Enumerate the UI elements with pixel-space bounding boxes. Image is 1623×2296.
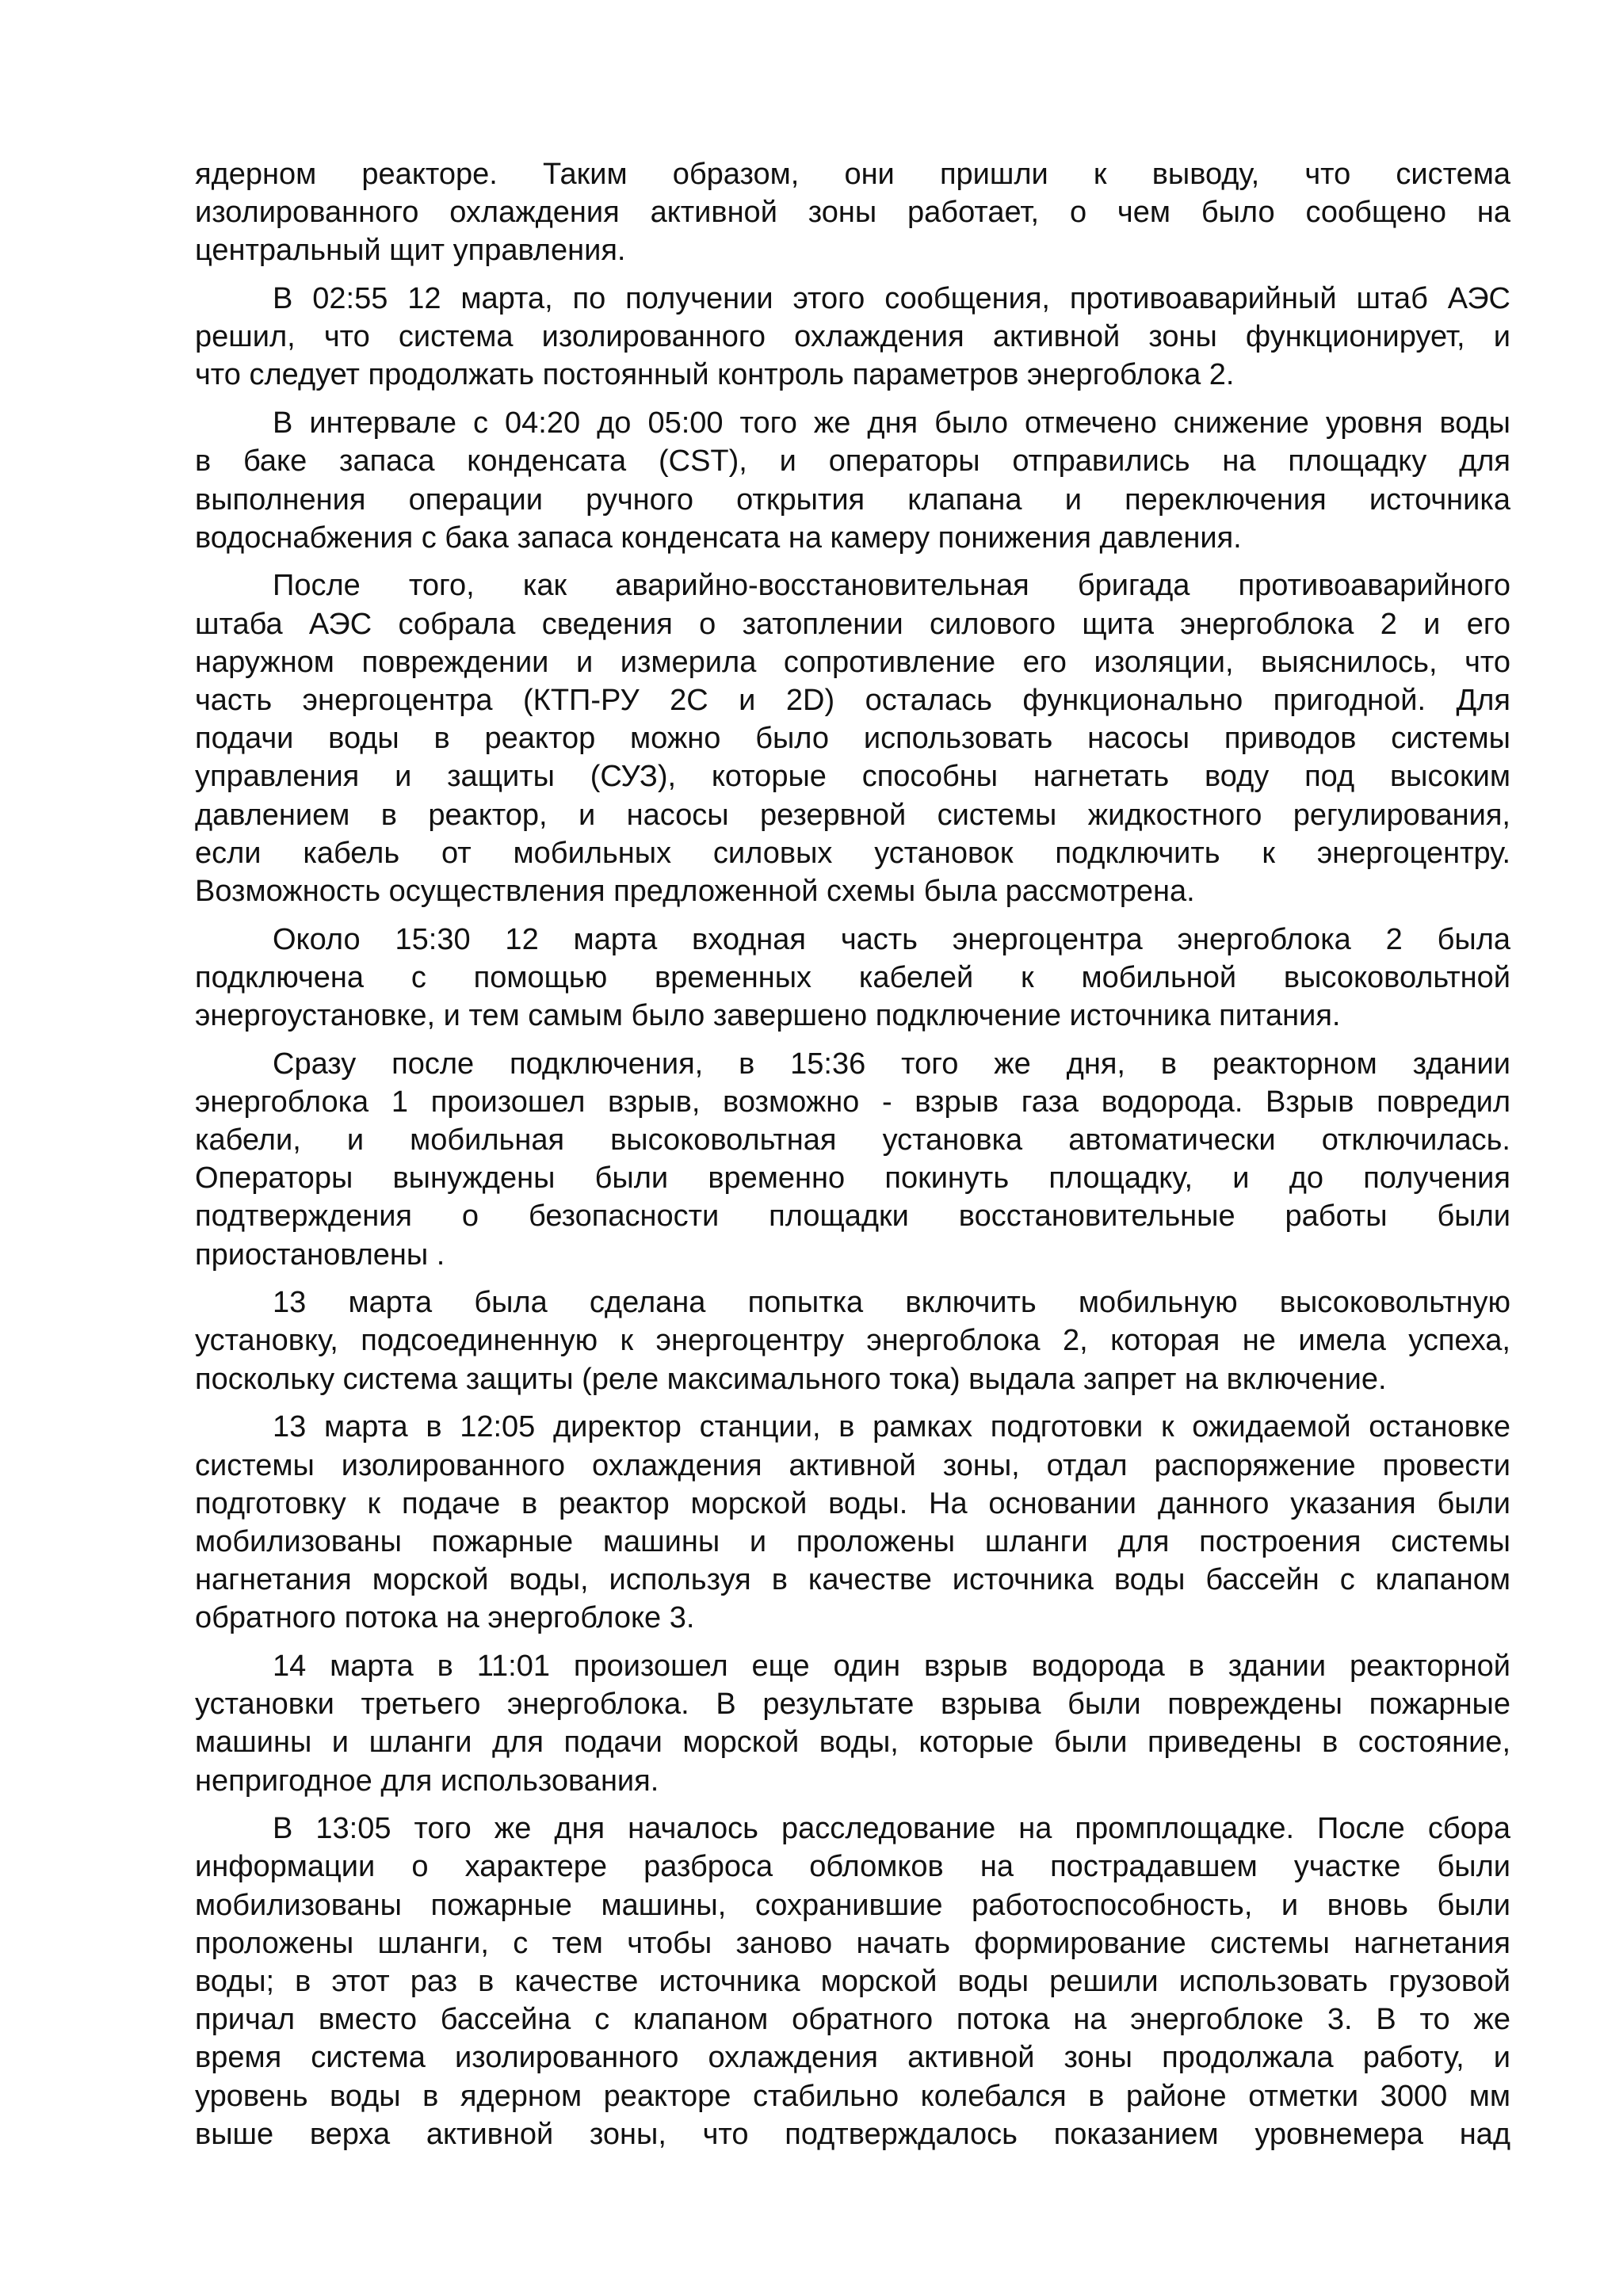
text-line: установку, подсоединенную к энергоцентру энергоблока 2, которая не имела успеха, (195, 1324, 1510, 1358)
text-line: 13 марта была сделана попытка включить мобильную высоковольтную (273, 1286, 1510, 1320)
text-line: После того, как аварийно-восстановительная бригада противоаварийного (273, 569, 1510, 603)
text-line: мобилизованы пожарные машины и проложены шланги для построения системы (195, 1524, 1510, 1558)
text-line: В интервале с 04:20 до 05:00 того же дня было отмечено снижение уровня воды (273, 406, 1510, 441)
paragraph (195, 921, 1510, 1035)
text-line: штаба АЭС собрала сведения о затоплении силового щита энергоблока 2 и его (195, 607, 1510, 641)
text-line: в баке запаса конденсата (CST), и операторы отправились на площадку для (195, 444, 1510, 479)
text-line: мобилизованы пожарные машины, сохранившие работоспособность, и вновь были (195, 1888, 1510, 1922)
text-line: поскольку система защиты (реле максимального тока) выдала запрет на включение. (195, 1362, 1387, 1396)
text-line: Операторы вынуждены были временно покинуть площадку, и до получения (195, 1161, 1510, 1196)
body-text (195, 155, 1510, 2163)
text-line: выше верха активной зоны, что подтверждалось показанием уровнемера над (195, 2117, 1510, 2151)
paragraph (195, 1810, 1510, 2153)
text-line: решил, что система изолированного охлаждения активной зоны функционирует, и (195, 320, 1510, 354)
text-line: обратного потока на энергоблоке 3. (195, 1601, 695, 1635)
paragraph (195, 1408, 1510, 1637)
text-line: давлением в реактор, и насосы резервной системы жидкостного регулирования, (195, 798, 1510, 832)
text-line: причал вместо бассейна с клапаном обратного потока на энергоблоке 3. В то же (195, 2003, 1510, 2037)
text-line: выполнения операции ручного открытия клапана и переключения источника (195, 482, 1510, 517)
text-line: проложены шланги, с тем чтобы заново начать формирование системы нагнетания (195, 1926, 1510, 1960)
paragraph (195, 1045, 1510, 1274)
text-line: энергоустановке, и тем самым было завершено подключение источника питания. (195, 998, 1341, 1032)
text-line: центральный щит управления. (195, 234, 626, 268)
text-line: установки третьего энергоблока. В результате взрыва были повреждены пожарные (195, 1688, 1510, 1722)
text-line: управления и защиты (СУЗ), которые способны нагнетать воду под высоким (195, 760, 1510, 794)
text-line: подготовку к подаче в реактор морской воды. На основании данного указания были (195, 1486, 1510, 1520)
text-line: что следует продолжать постоянный контроль параметров энергоблока 2. (195, 358, 1235, 392)
paragraph (195, 1283, 1510, 1398)
text-line: информации о характере разброса обломков на пострадавшем участке были (195, 1850, 1510, 1884)
paragraph (195, 155, 1510, 270)
text-line: Сразу после подключения, в 15:36 того же дня, в реакторном здании (273, 1047, 1510, 1081)
text-line: машины и шланги для подачи морской воды, которые были приведены в состояние, (195, 1726, 1510, 1760)
paragraph (195, 280, 1510, 395)
text-line: подачи воды в реактор можно было использовать насосы приводов системы (195, 722, 1510, 756)
text-line: уровень воды в ядерном реакторе стабильно колебался в районе отметки 3000 мм (195, 2079, 1510, 2113)
text-line: кабели, и мобильная высоковольтная установка автоматически отключилась. (195, 1123, 1510, 1157)
text-line: ядерном реакторе. Таким образом, они пришли к выводу, что система (195, 158, 1510, 191)
text-line: энергоблока 1 произошел взрыв, возможно - взрыв газа водорода. Взрыв повредил (195, 1085, 1510, 1119)
text-line: часть энергоцентра (КТП-РУ 2С и 2D) осталась функционально пригодной. Для (195, 683, 1510, 717)
text-line: изолированного охлаждения активной зоны работает, о чем было сообщено на (195, 196, 1510, 230)
text-line: нагнетания морской воды, используя в качестве источника воды бассейн с клапаном (195, 1563, 1510, 1597)
text-line: наружном повреждении и измерила сопротивление его изоляции, выяснилось, что (195, 645, 1510, 679)
paragraph (195, 566, 1510, 910)
text-line: В 02:55 12 марта, по получении этого сообщения, противоаварийный штаб АЭС (273, 282, 1510, 316)
paragraph (195, 404, 1510, 557)
text-line: В 13:05 того же дня началось расследование на промплощадке. После сбора (273, 1812, 1510, 1846)
text-line: системы изолированного охлаждения активной зоны, отдал распоряжение провести (195, 1448, 1510, 1482)
text-line: 13 марта в 12:05 директор станции, в рамках подготовки к ожидаемой остановке (273, 1410, 1510, 1444)
text-line: воды; в этот раз в качестве источника морской воды решили использовать грузовой (195, 1964, 1510, 1998)
text-line: Возможность осуществления предложенной схемы была рассмотрена. (195, 874, 1195, 908)
text-line: время система изолированного охлаждения активной зоны продолжала работу, и (195, 2041, 1510, 2075)
text-line: водоснабжения с бака запаса конденсата на камеру понижения давления. (195, 521, 1242, 555)
text-line: 14 марта в 11:01 произошел еще один взрыв водорода в здании реакторной (273, 1649, 1510, 1683)
text-line: подтверждения о безопасности площадки восстановительные работы были (195, 1199, 1510, 1234)
text-line: если кабель от мобильных силовых установок подключить к энергоцентру. (195, 836, 1510, 870)
text-line: подключена с помощью временных кабелей к мобильной высоковольтной (195, 960, 1510, 994)
text-line: Около 15:30 12 марта входная часть энергоцентра энергоблока 2 была (273, 922, 1510, 956)
text-line: непригодное для использования. (195, 1764, 659, 1798)
paragraph (195, 1647, 1510, 1800)
text-line: приостановлены . (195, 1238, 445, 1272)
